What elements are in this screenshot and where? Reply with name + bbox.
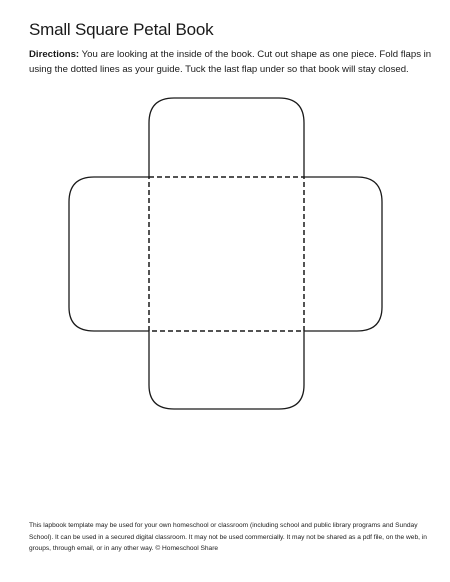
- left-flap-outline: [69, 177, 149, 331]
- fold-line-square: [149, 177, 304, 331]
- directions-text: You are looking at the inside of the book. Cut out shape as one piece. Fold flaps in using the dotted lines as your guide. Tuck the last flap under so that book will stay closed.: [29, 49, 432, 75]
- copyright-footer: This lapbook template may be used for your own homeschool or classroom (including school and public library programs and Sunday School). It can be used in a secured digital classroom. It may not be used commercially. It may not be shared as a pdf file, on the web, in groups, through email, or in any other way. © Homeschool Share: [29, 522, 427, 552]
- page-title: Small Square Petal Book: [29, 20, 214, 39]
- bottom-flap-outline: [149, 331, 304, 409]
- directions-label: Directions:: [29, 49, 80, 60]
- right-flap-outline: [304, 177, 382, 331]
- top-flap-outline: [149, 98, 304, 177]
